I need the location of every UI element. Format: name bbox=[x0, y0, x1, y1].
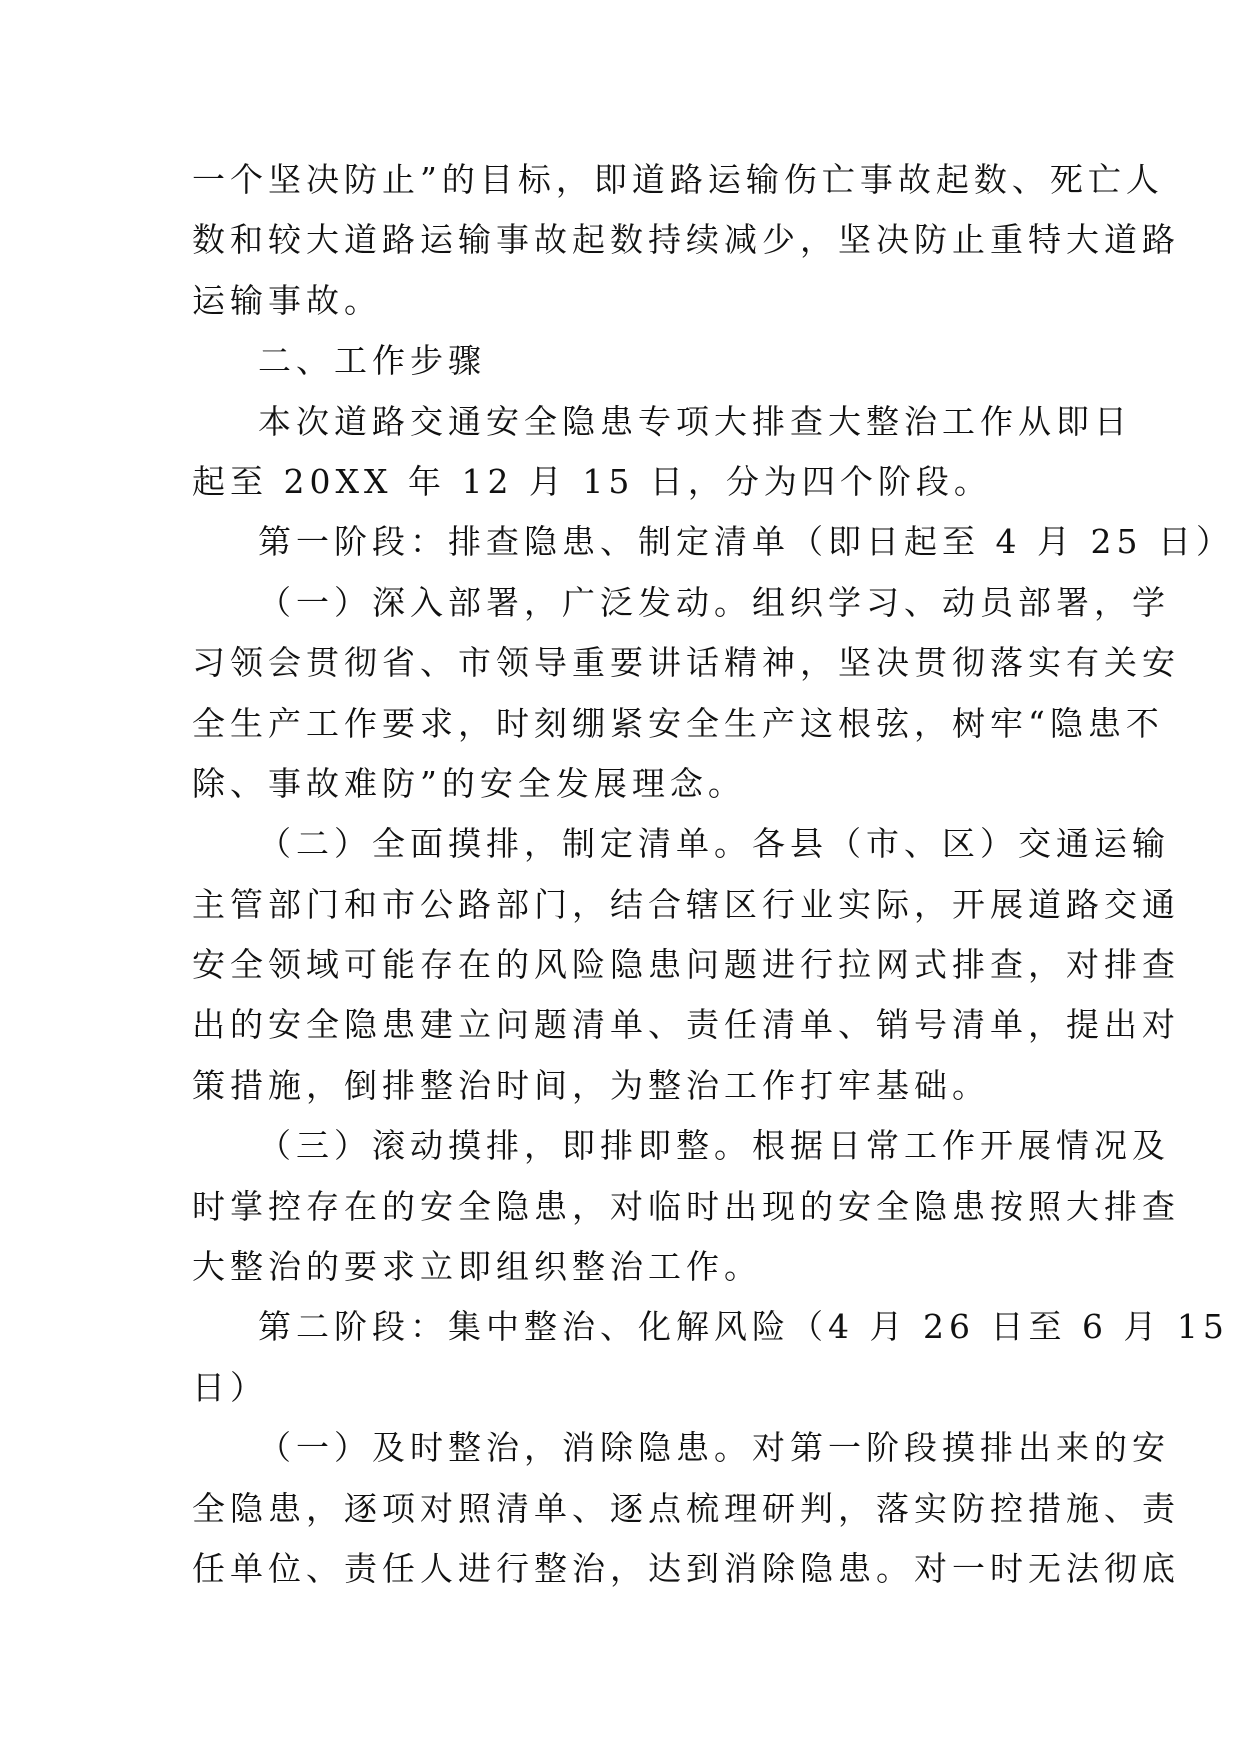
paragraph-start: 本次道路交通安全隐患专项大排查大整治工作从即日 bbox=[258, 401, 1132, 441]
text-line: 出的安全隐患建立问题清单、责任清单、销号清单，提出对 bbox=[192, 1005, 1180, 1045]
text-line: 数和较大道路运输事故起数持续减少，坚决防止重特大道路 bbox=[192, 220, 1180, 260]
paragraph-start: （二）全面摸排，制定清单。各县（市、区）交通运输 bbox=[258, 824, 1170, 864]
text-line: 习领会贯彻省、市领导重要讲话精神，坚决贯彻落实有关安 bbox=[192, 643, 1180, 683]
stage-heading: 第二阶段：集中整治、化解风险（4 月 26 日至 6 月 15 bbox=[258, 1307, 1229, 1347]
text-line: 大整治的要求立即组织整治工作。 bbox=[192, 1247, 762, 1287]
text-line: 全生产工作要求，时刻绷紧安全生产这根弦，树牢“隐患不 bbox=[192, 703, 1164, 743]
text-line: 日） bbox=[192, 1367, 268, 1407]
text-line: 除、事故难防”的安全发展理念。 bbox=[192, 763, 746, 803]
paragraph-start: （一）及时整治，消除隐患。对第一阶段摸排出来的安 bbox=[258, 1428, 1170, 1468]
text-line: 一个坚决防止”的目标，即道路运输伤亡事故起数、死亡人 bbox=[192, 160, 1164, 199]
section-heading: 二、工作步骤 bbox=[258, 341, 486, 381]
text-line: 策措施，倒排整治时间，为整治工作打牢基础。 bbox=[192, 1065, 990, 1105]
text-line: 任单位、责任人进行整治，达到消除隐患。对一时无法彻底 bbox=[192, 1548, 1180, 1588]
paragraph-start: （三）滚动摸排，即排即整。根据日常工作开展情况及 bbox=[258, 1126, 1170, 1166]
stage-heading: 第一阶段：排查隐患、制定清单（即日起至 4 月 25 日） bbox=[258, 522, 1234, 562]
document-page bbox=[192, 150, 1234, 1599]
text-line: 起至 20XX 年 12 月 15 日，分为四个阶段。 bbox=[192, 461, 992, 501]
text-line: 全隐患，逐项对照清单、逐点梳理研判，落实防控措施、责 bbox=[192, 1488, 1180, 1528]
text-line: 时掌控存在的安全隐患，对临时出现的安全隐患按照大排查 bbox=[192, 1186, 1180, 1226]
text-line: 主管部门和市公路部门，结合辖区行业实际，开展道路交通 bbox=[192, 884, 1180, 924]
text-line: 安全领域可能存在的风险隐患问题进行拉网式排查，对排查 bbox=[192, 945, 1180, 985]
paragraph-start: （一）深入部署，广泛发动。组织学习、动员部署，学 bbox=[258, 582, 1170, 622]
text-line: 运输事故。 bbox=[192, 280, 382, 320]
